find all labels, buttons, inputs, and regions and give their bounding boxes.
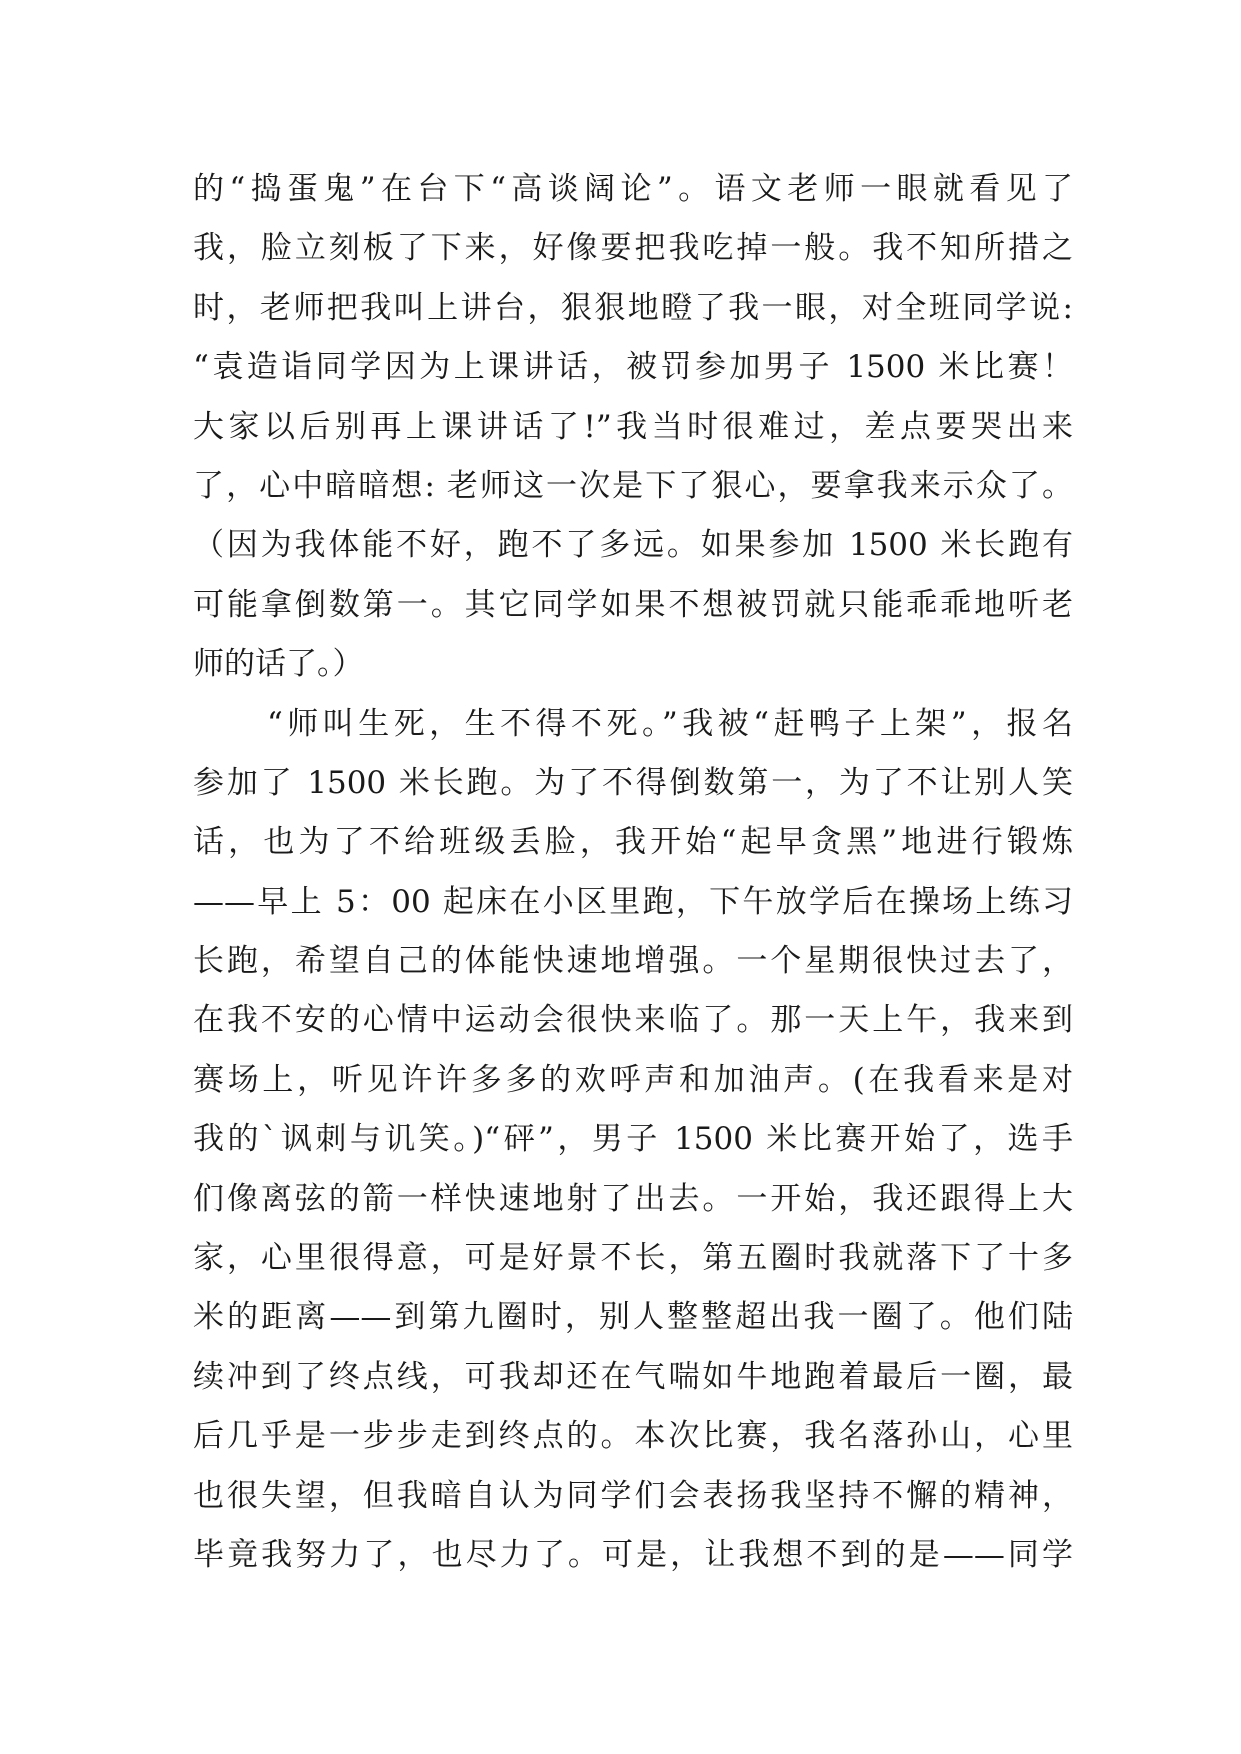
text-line: 时，老师把我叫上讲台，狠狠地瞪了我一眼，对全班同学说: [193,289,1073,326]
text-line: 师的话了。） [193,646,364,683]
text-line: 赛场上，听见许许多多的欢呼声和加油声。(在我看来是对 [193,1061,1073,1098]
text-line: 后几乎是一步步走到终点的。本次比赛，我名落孙山，心里 [193,1418,1073,1455]
paragraph-first-line: “师叫生死，生不得不死。”我被“赶鸭子上架”，报名 [267,705,1073,742]
text-line: 家，心里很得意，可是好景不长，第五圈时我就落下了十多 [193,1240,1073,1277]
text-line: 了，心中暗暗想: 老师这一次是下了狠心，要拿我来示众了。 [193,467,1073,504]
text-line: （因为我体能不好，跑不了多远。如果参加 1500 米长跑有 [193,527,1073,564]
text-line: 在我不安的心情中运动会很快来临了。那一天上午，我来到 [193,1002,1073,1039]
text-line: 们像离弦的箭一样快速地射了出去。一开始，我还跟得上大 [193,1180,1073,1217]
text-line: 续冲到了终点线，可我却还在气喘如牛地跑着最后一圈，最 [193,1358,1073,1395]
text-line: 大家以后别再上课讲话了!”我当时很难过，差点要哭出来 [193,408,1073,445]
text-line: 毕竟我努力了，也尽力了。可是，让我想不到的是——同学 [193,1536,1073,1573]
text-line: 我，脸立刻板了下来，好像要把我吃掉一般。我不知所措之 [193,230,1073,267]
text-line: “袁造诣同学因为上课讲话，被罚参加男子 1500 米比赛！ [193,349,1073,386]
text-line: ——早上 5：00 起床在小区里跑，下午放学后在操场上练习 [193,883,1073,920]
text-line: 话，也为了不给班级丢脸，我开始“起早贪黑”地进行锻炼 [193,824,1073,861]
text-line: 参加了 1500 米长跑。为了不得倒数第一，为了不让别人笑 [193,764,1073,801]
text-line: 可能拿倒数第一。其它同学如果不想被罚就只能乖乖地听老 [193,586,1073,623]
text-line: 我的`讽刺与讥笑。)“砰”，男子 1500 米比赛开始了，选手 [193,1121,1073,1158]
text-line: 的“捣蛋鬼”在台下“高谈阔论”。语文老师一眼就看见了 [193,171,1073,207]
text-line: 米的距离——到第九圈时，别人整整超出我一圈了。他们陆 [193,1299,1073,1336]
text-line: 也很失望，但我暗自认为同学们会表扬我坚持不懈的精神， [193,1477,1073,1514]
text-line: 长跑，希望自己的体能快速地增强。一个星期很快过去了， [193,943,1073,980]
body-text [193,160,1073,1585]
